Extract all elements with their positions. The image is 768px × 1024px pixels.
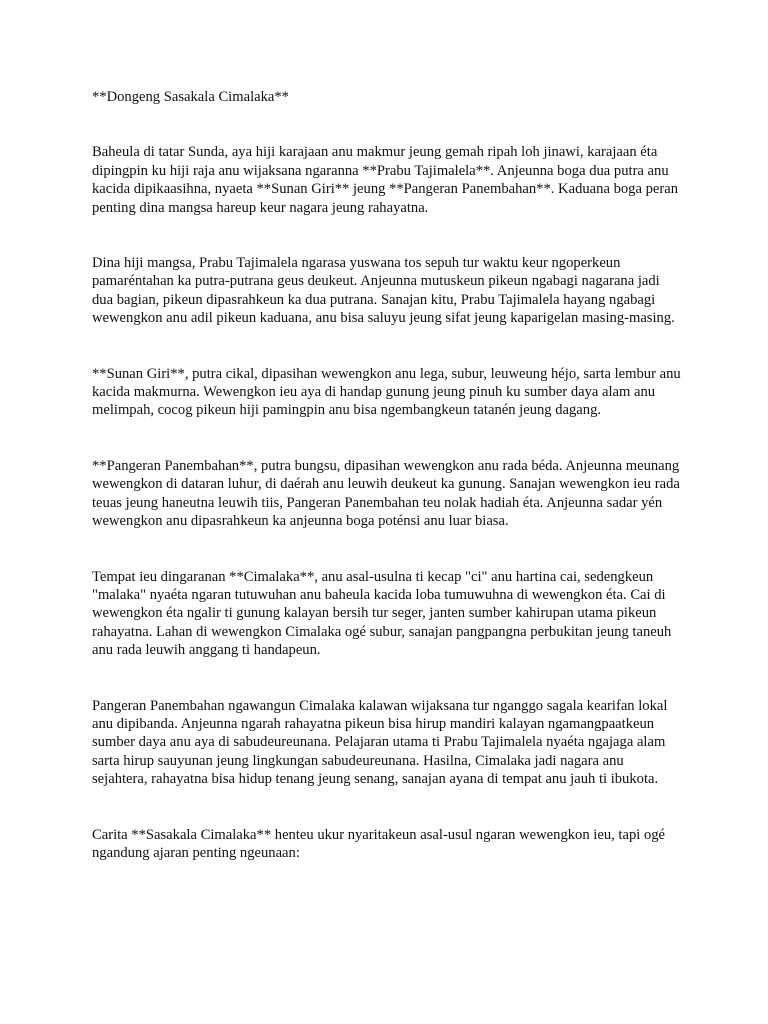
paragraph: Tempat ieu dingaranan **Cimalaka**, anu asal-usulna ti kecap "ci" anu hartina cai, sedengkeun "malaka" nyaéta ngaran tutuwuhan anu baheula kacida loba tumuwuhna di wewengkon éta. Cai di wewengkon éta ngalir ti gunung kalayan bersih tur seger, janten sumber kahirupan utama pikeun rahayatna. Lahan di wewengkon Cimalaka ogé subur, sanajan pangpangna perbukitan jeung taneuh anu rada leuwih anggang ti handapeun. bbox=[92, 568, 672, 659]
document-title: **Dongeng Sasakala Cimalaka** bbox=[92, 89, 289, 105]
paragraph: Baheula di tatar Sunda, aya hiji karajaan anu makmur jeung gemah ripah loh jinawi, karajaan éta dipingpin ku hiji raja anu wijaksana ngaranna **Prabu Tajimalela**. Anjeunna boga dua putra anu kacida dipikaasihna, nyaeta **Sunan Giri** jeung **Pangeran Panembahan**. Kaduana boga peran penting dina mangsa hareup keur nagara jeung rahayatna. bbox=[92, 144, 678, 216]
paragraph: Dina hiji mangsa, Prabu Tajimalela ngarasa yuswana tos sepuh tur waktu keur ngoperkeun pamaréntahan ka putra-putrana geus deukeut. Anjeunna mutuskeun pikeun ngabagi nagarana jadi dua bagian, pikeun dipasrahkeun ka dua putrana. Sanajan kitu, Prabu Tajimalela hayang ngabagi wewengkon anu adil pikeun kaduana, anu bisa saluyu jeung sifat jeung kaparigelan masing-masing. bbox=[92, 255, 675, 327]
paragraph: **Sunan Giri**, putra cikal, dipasihan wewengkon anu lega, subur, leuweung héjo, sarta lembur anu kacida makmurna. Wewengkon ieu aya di handap gunung jeung pinuh ku sumber daya alam anu melimpah, cocog pikeun hiji pamingpin anu bisa ngembangkeun tatanén jeung dagang. bbox=[92, 365, 681, 419]
document-page bbox=[92, 88, 682, 899]
paragraph: **Pangeran Panembahan**, putra bungsu, dipasihan wewengkon anu rada béda. Anjeunna meunang wewengkon di dataran luhur, di daérah anu leuwih deukeut ka gunung. Sanajan wewengkon ieu rada teuas jeung haneutna leuwih tiis, Pangeran Panembahan teu nolak hadiah éta. Anjeunna sadar yén wewengkon anu dipasrahkeun ka anjeunna boga poténsi anu luar biasa. bbox=[92, 457, 680, 530]
paragraph: Pangeran Panembahan ngawangun Cimalaka kalawan wijaksana tur nganggo sagala kearifan lokal anu dipibanda. Anjeunna ngarah rahayatna pikeun bisa hirup mandiri kalayan ngamangpaatkeun sumber daya anu aya di sabudeureunana. Pelajaran utama ti Prabu Tajimalela nyaéta ngajaga alam sarta hirup sauyunan jeung lingkungan sabudeureunana. Hasilna, Cimalaka jadi nagara anu sejahtera, rahayatna bisa hidup tenang jeung senang, sanajan ayana di tempat anu jauh ti ibukota. bbox=[92, 697, 668, 788]
paragraph: Carita **Sasakala Cimalaka** henteu ukur nyaritakeun asal-usul ngaran wewengkon ieu, tapi ogé ngandung ajaran penting ngeunaan: bbox=[92, 826, 666, 861]
